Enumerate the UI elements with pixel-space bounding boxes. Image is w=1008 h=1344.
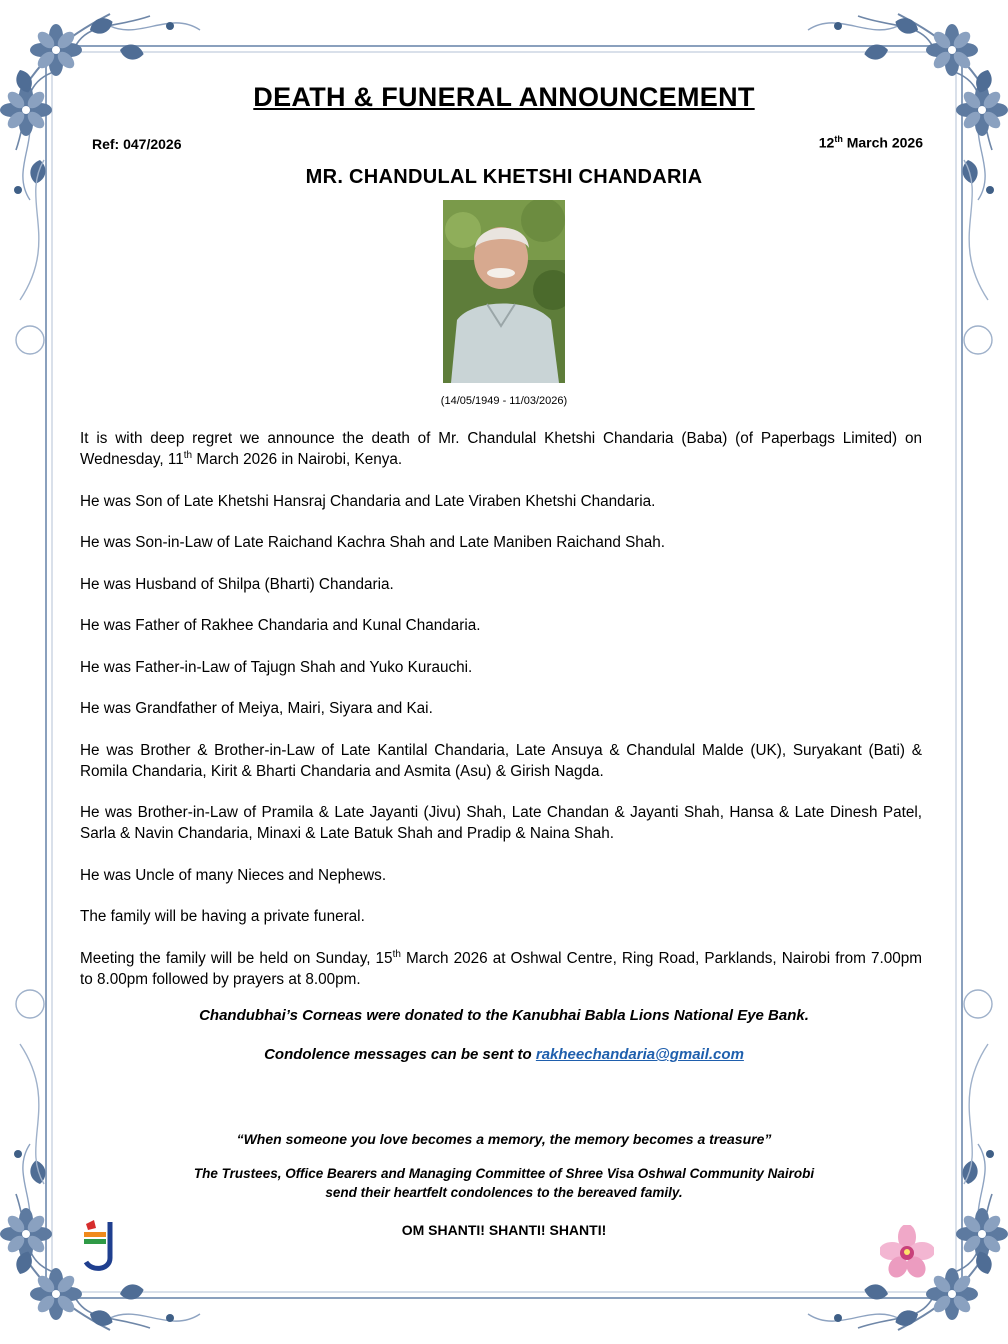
cornea-donation-notice: Chandubhai’s Corneas were donated to the Kanubhai Babla Lions National Eye Bank. xyxy=(199,1007,809,1024)
paragraph-children: He was Father of Rakhee Chandaria and Kunal Chandaria. xyxy=(80,617,481,634)
reference-number: Ref: 047/2026 xyxy=(92,136,182,152)
closing-prayer: OM SHANTI! SHANTI! SHANTI! xyxy=(401,1222,607,1238)
date-month-year: March 2026 xyxy=(842,134,923,151)
portrait-photo xyxy=(443,200,565,383)
deceased-name: MR. CHANDULAL KHETSHI CHANDARIA xyxy=(305,166,703,188)
paragraph-in-laws: He was Son-in-Law of Late Raichand Kachra Shah and Late Maniben Raichand Shah. xyxy=(80,534,666,551)
paragraph-grandchildren: He was Grandfather of Meiya, Mairi, Siyara and Kai. xyxy=(80,700,433,717)
paragraph-siblings: He was Brother & Brother-in-Law of Late Kantilal Chandaria, Late Ansuya & Chandulal Malde (UK), Suryakant (Bati) & Romila Chandaria, Kirit & Bharti Chandaria and Asmita (Asu) & Girish Nagda. xyxy=(80,741,922,780)
community-logo-icon xyxy=(80,1218,120,1274)
announcement-body xyxy=(80,428,922,1010)
condolence-notice: Condolence messages can be sent to rakheechandaria@gmail.com xyxy=(264,1046,744,1063)
date-day: 12 xyxy=(818,134,835,151)
date-suffix: th xyxy=(834,134,843,144)
life-dates: (14/05/1949 - 11/03/2026) xyxy=(440,395,568,407)
condolence-email-link[interactable]: rakheechandaria@gmail.com xyxy=(535,1046,744,1063)
orchid-flower-icon xyxy=(880,1225,934,1279)
trustees-message: The Trustees, Office Bearers and Managing Committee of Shree Visa Oshwal Community Nairobi send their heartfelt condolences to the bereaved family. xyxy=(193,1166,815,1200)
paragraph-announcement: It is with deep regret we announce the death of Mr. Chandulal Khetshi Chandaria (Baba) (of Paperbags Limited) on Wednesday, 11th March 2026 in Nairobi, Kenya. xyxy=(80,430,922,468)
paragraph-spouse: He was Husband of Shilpa (Bharti) Chandaria. xyxy=(80,575,394,593)
paragraph-nieces-nephews: He was Uncle of many Nieces and Nephews. xyxy=(80,866,387,884)
memorial-quote: “When someone you love becomes a memory, the memory becomes a treasure” xyxy=(236,1131,772,1147)
announcement-date xyxy=(819,134,923,151)
paragraph-funeral: The family will be having a private funeral. xyxy=(80,908,365,925)
announcement-title: DEATH & FUNERAL ANNOUNCEMENT xyxy=(253,82,755,112)
paragraph-siblings-in-law: He was Brother-in-Law of Pramila & Late Jayanti (Jivu) Shah, Late Chandan & Jayanti Shah, Hansa & Late Dinesh Patel, Sarla & Navin Chandaria, Minaxi & Late Batuk Shah and Pradip & Naina Shah. xyxy=(80,804,922,842)
paragraph-parents: He was Son of Late Khetshi Hansraj Chandaria and Late Viraben Khetshi Chandaria. xyxy=(80,492,656,510)
paragraph-meeting: Meeting the family will be held on Sunday, 15th March 2026 at Oshwal Centre, Ring Road, Parklands, Nairobi from 7.00pm to 8.00pm followed by prayers at 8.00pm. xyxy=(80,948,922,988)
paragraph-children-in-law: He was Father-in-Law of Tajugn Shah and Yuko Kurauchi. xyxy=(80,658,473,676)
